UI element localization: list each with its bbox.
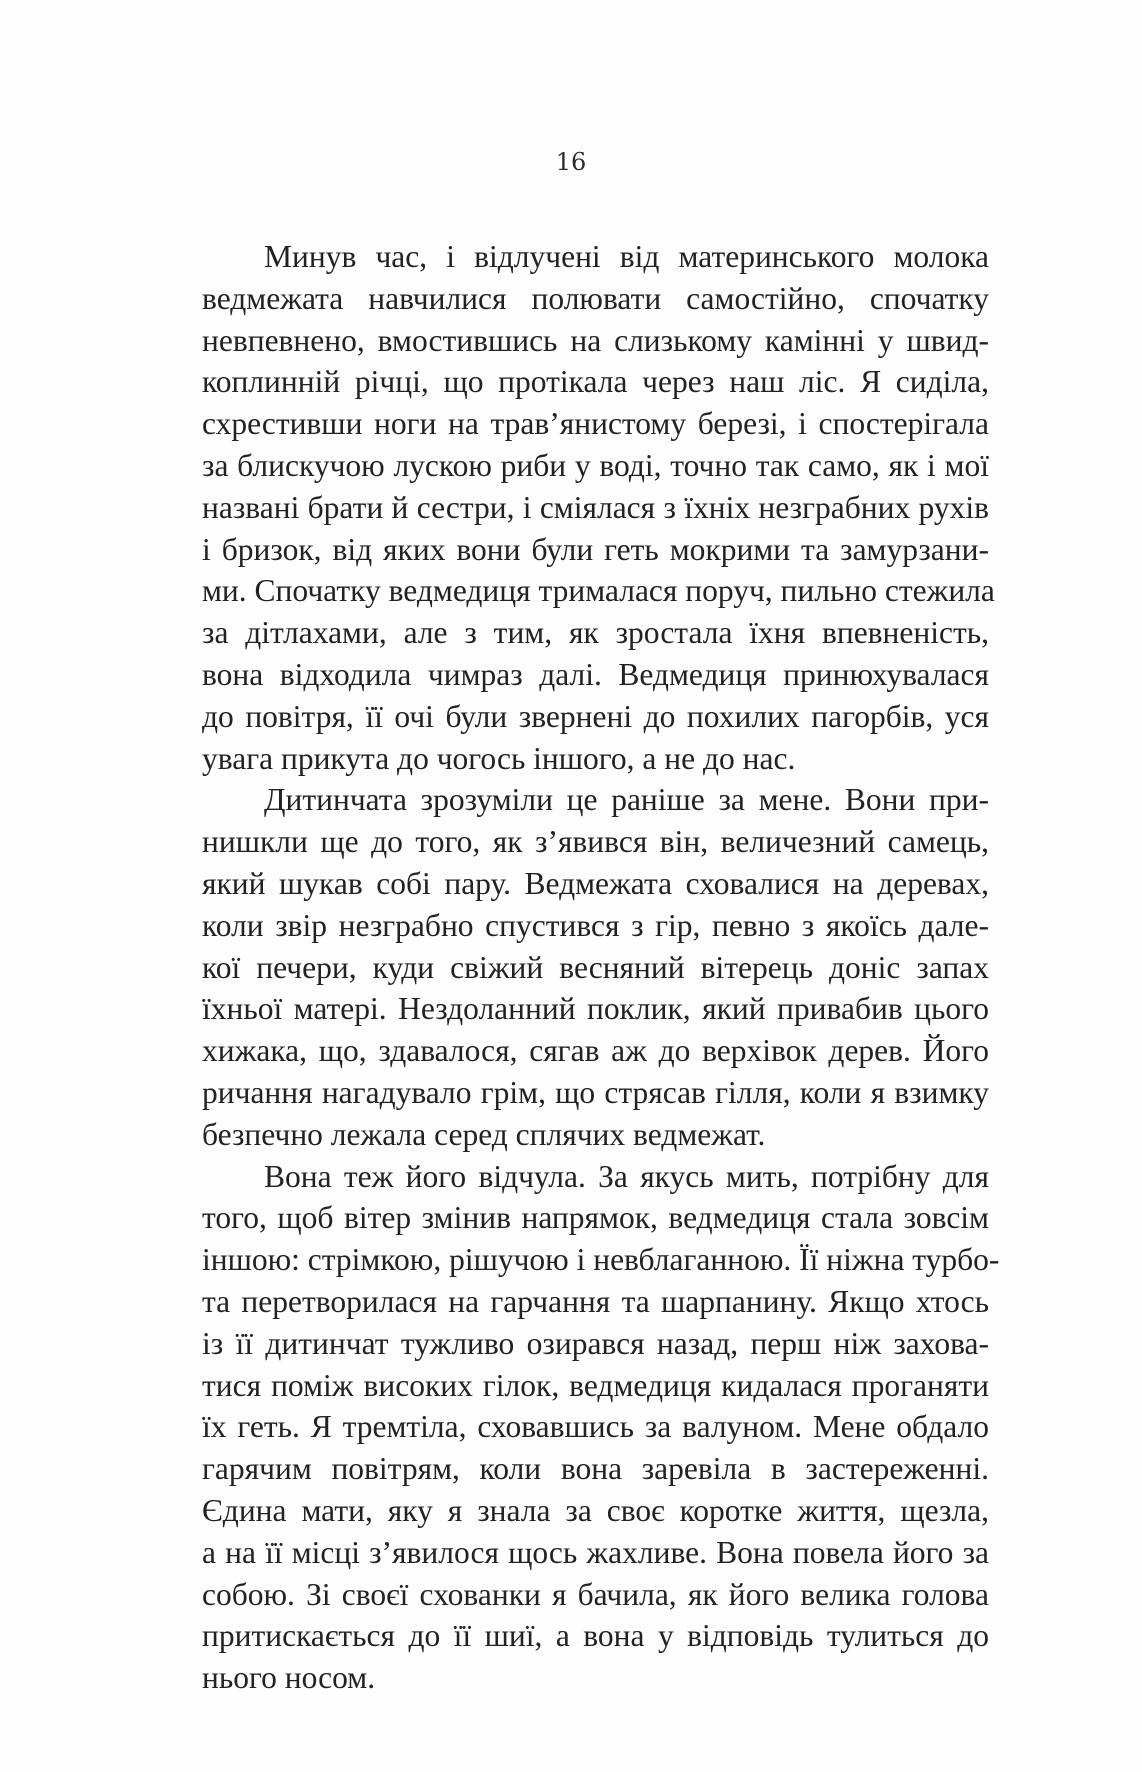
text-line: із її дитинчат тужливо озирався назад, перш ніж захова- <box>202 1325 989 1361</box>
text-line: схрестивши ноги на трав’янистому березі, і спостерігала <box>202 406 989 442</box>
text-line: собою. Зі своєї схованки я бачила, як його велика голова <box>202 1576 989 1612</box>
text-line: за дітлахами, але з тим, як зростала їхня впевненість, <box>202 615 989 651</box>
text-line: невпевнено, вмостившись на слизькому камінні у швид- <box>202 322 989 358</box>
page-number: 16 <box>555 148 587 176</box>
text-line: ми. Спочатку ведмедиця трималася поруч, пильно стежила <box>202 573 995 609</box>
text-line: іншою: стрімкою, рішучою і невблаганною. Її ніжна турбо- <box>202 1242 1000 1278</box>
text-line: того, щоб вітер змінив напрямок, ведмедиця стала зовсім <box>202 1200 989 1236</box>
text-line: кої печери, куди свіжий весняний вітерець доніс запах <box>202 949 989 985</box>
text-line: Дитинчата зрозуміли це раніше за мене. Вони при- <box>264 782 989 818</box>
text-line: а на її місці з’явилося щось жахливе. Вона повела його за <box>202 1534 989 1570</box>
text-line: вона відходила чимраз далі. Ведмедиця принюхувалася <box>202 656 989 692</box>
text-line: нього носом. <box>202 1660 376 1696</box>
text-line: увага прикута до чогось іншого, а не до нас. <box>202 740 796 776</box>
text-line: до повітря, її очі були звернені до похилих пагорбів, уся <box>202 698 989 734</box>
text-line: притискається до її шиї, а вона у відповідь тулиться до <box>202 1618 989 1654</box>
text-line: і бризок, від яких вони були геть мокрими та замурзани- <box>202 531 989 567</box>
text-line: ричання нагадувало грім, що стрясав гілля, коли я взимку <box>202 1074 989 1110</box>
paragraph-2 <box>202 779 989 1155</box>
text-line: гарячим повітрям, коли вона заревіла в застереженні. <box>202 1451 989 1487</box>
text-line: Минув час, і відлучені від материнського молока <box>264 239 989 274</box>
text-line: коли звір незграбно спустився з гір, певно з якоїсь дале- <box>202 907 989 943</box>
text-line: тися поміж високих гілок, ведмедиця кидалася проганяти <box>202 1367 989 1403</box>
paragraph-1 <box>202 236 995 779</box>
text-line: ведмежата навчилися полювати самостійно, спочатку <box>202 280 989 316</box>
text-line: Єдина мати, яку я знала за своє коротке життя, щезла, <box>202 1492 989 1528</box>
text-line: Вона теж його відчула. За якусь мить, потрібну для <box>264 1158 989 1194</box>
body-text <box>202 236 1000 1699</box>
paragraph-3 <box>202 1156 1000 1699</box>
text-line: коплинній річці, що протікала через наш ліс. Я сиділа, <box>202 364 989 400</box>
text-line: хижака, що, здавалося, сягав аж до верхівок дерев. Його <box>202 1033 989 1069</box>
text-line: їхньої матері. Нездоланний поклик, який привабив цього <box>202 991 989 1027</box>
text-line: за блискучою лускою риби у воді, точно так само, як і мої <box>202 447 989 483</box>
text-line: їх геть. Я тремтіла, сховавшись за валуном. Мене обдало <box>202 1409 989 1445</box>
text-line: який шукав собі пару. Ведмежата сховалися на деревах, <box>202 865 989 901</box>
text-line: та перетворилася на гарчання та шарпанину. Якщо хтось <box>202 1283 989 1319</box>
text-line: названі брати й сестри, і сміялася з їхніх незграбних рухів <box>202 489 989 525</box>
text-line: безпечно лежала серед сплячих ведмежат. <box>202 1116 766 1152</box>
text-line: нишкли ще до того, як з’явився він, величезний самець, <box>202 824 989 860</box>
